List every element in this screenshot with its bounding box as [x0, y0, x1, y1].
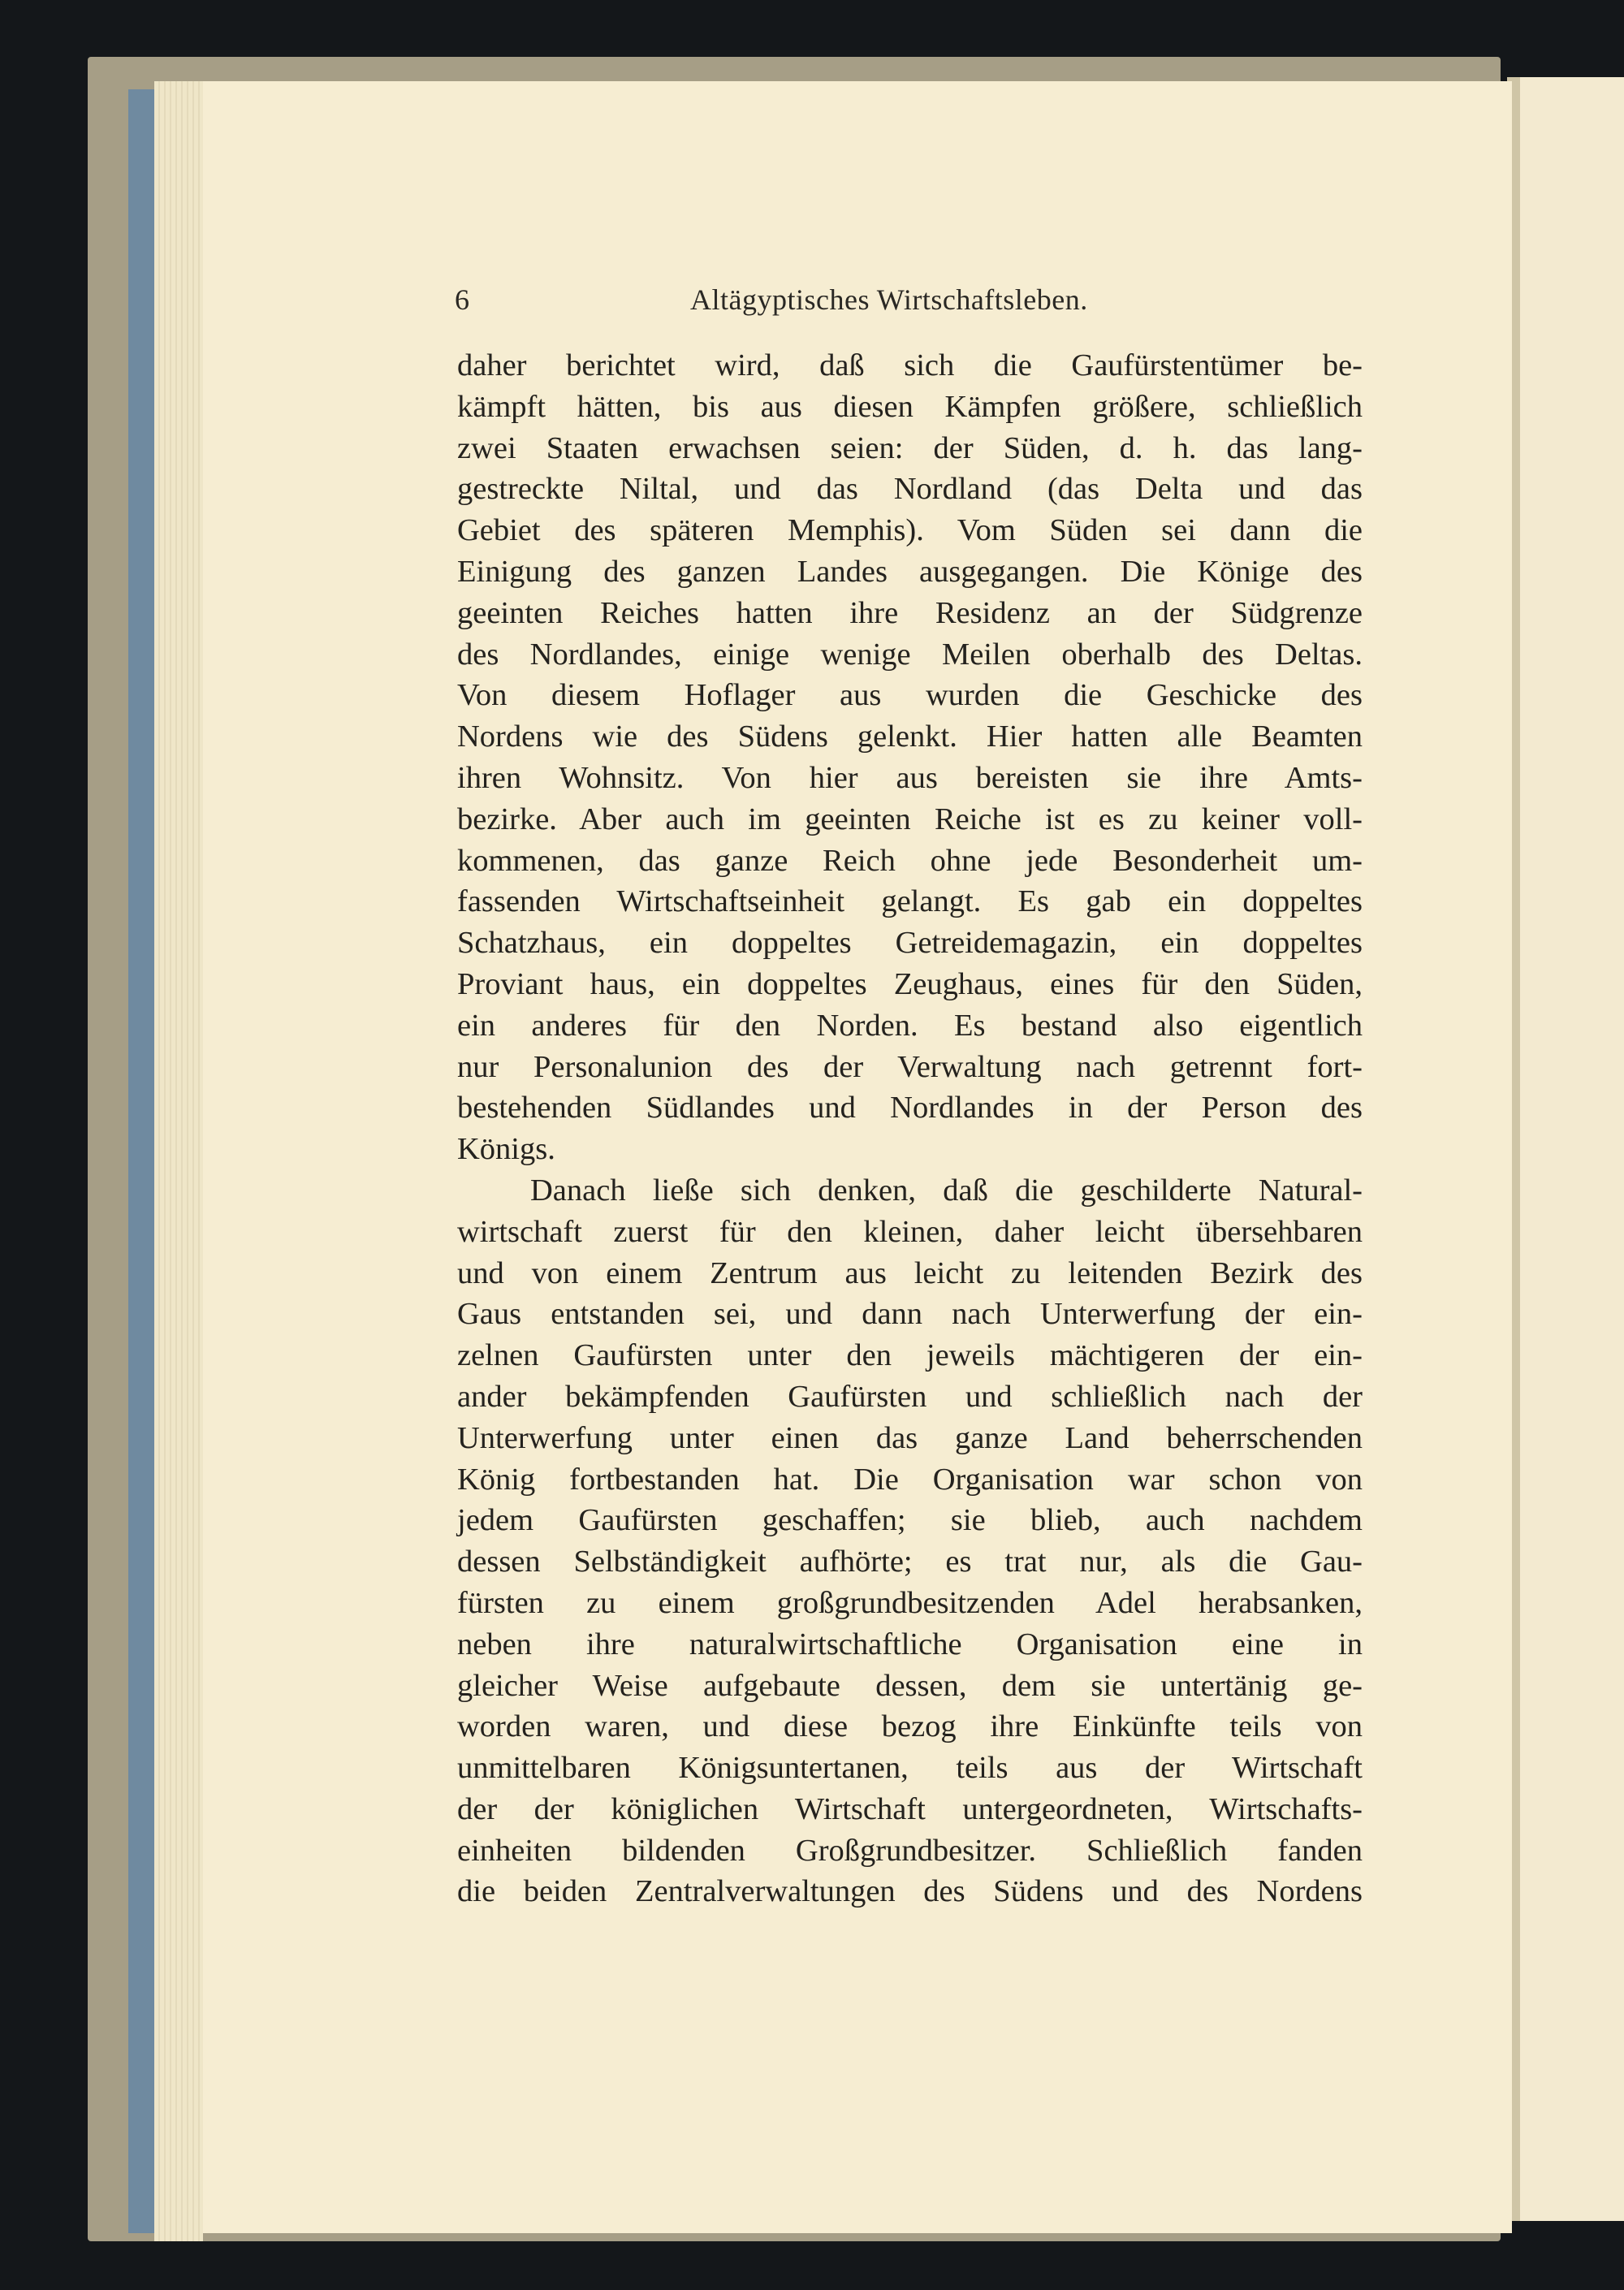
- text-line: der der königlichen Wirtschaft untergeordneten, Wirtschafts-: [457, 1791, 1363, 1826]
- text-line: Königs.: [457, 1132, 555, 1167]
- text-line: Gaus entstanden sei, und dann nach Unterwerfung der ein-: [457, 1297, 1363, 1332]
- text-line: kommenen, das ganze Reich ohne jede Besonderheit um-: [457, 843, 1363, 878]
- body-text: [457, 345, 1363, 1912]
- text-line: Nordens wie des Südens gelenkt. Hier hatten alle Beamten: [457, 719, 1363, 754]
- text-line: bezirke. Aber auch im geeinten Reiche ist es zu keiner voll-: [457, 802, 1363, 836]
- text-line: nur Personalunion des der Verwaltung nach getrennt fort-: [457, 1049, 1363, 1084]
- text-line: Unterwerfung unter einen das ganze Land beherrschenden: [457, 1420, 1363, 1455]
- text-line: dessen Selbständigkeit aufhörte; es trat nur, als die Gau-: [457, 1545, 1363, 1579]
- text-line: jedem Gaufürsten geschaffen; sie blieb, auch nachdem: [457, 1503, 1363, 1538]
- text-line: ein anderes für den Norden. Es bestand also eigentlich: [457, 1008, 1363, 1043]
- text-line: gleicher Weise aufgebaute dessen, dem sie untertänig ge-: [457, 1668, 1363, 1703]
- text-line: Danach ließe sich denken, daß die geschilderte Natural-: [530, 1173, 1363, 1208]
- text-line: geeinten Reiches hatten ihre Residenz an der Südgrenze: [457, 595, 1363, 630]
- text-line: bestehenden Südlandes und Nordlandes in der Person des: [457, 1091, 1363, 1126]
- text-line: Von diesem Hoflager aus wurden die Geschicke des: [457, 678, 1363, 713]
- text-line: daher berichtet wird, daß sich die Gaufürstentümer be-: [457, 348, 1363, 382]
- page-header: [455, 283, 1364, 323]
- text-line: ander bekämpfenden Gaufürsten und schließlich nach der: [457, 1379, 1363, 1414]
- text-line: zelnen Gaufürsten unter den jeweils mächtigeren der ein-: [457, 1338, 1363, 1373]
- text-line: einheiten bildenden Großgrundbesitzer. Schließlich fanden: [457, 1833, 1363, 1868]
- running-title: Altägyptisches Wirtschaftsleben.: [690, 283, 1088, 316]
- text-line: des Nordlandes, einige wenige Meilen oberhalb des Deltas.: [457, 637, 1363, 672]
- text-line: Einigung des ganzen Landes ausgegangen. Die Könige des: [457, 554, 1363, 589]
- text-line: unmittelbaren Königsuntertanen, teils aus der Wirtschaft: [457, 1751, 1363, 1786]
- text-line: Proviant haus, ein doppeltes Zeughaus, eines für den Süden,: [457, 966, 1363, 1001]
- text-line: König fortbestanden hat. Die Organisation war schon von: [457, 1462, 1363, 1497]
- text-line: gestreckte Niltal, und das Nordland (das Delta und das: [457, 472, 1363, 507]
- facing-page: [1518, 77, 1624, 2221]
- text-line: die beiden Zentralverwaltungen des Südens und des Nordens: [457, 1874, 1363, 1909]
- text-line: Schatzhaus, ein doppeltes Getreidemagazin, ein doppeltes: [457, 926, 1363, 961]
- text-line: worden waren, und diese bezog ihre Einkünfte teils von: [457, 1709, 1363, 1744]
- page-number: 6: [455, 283, 469, 316]
- text-line: ihren Wohnsitz. Von hier aus bereisten sie ihre Amts-: [457, 760, 1363, 795]
- text-line: fassenden Wirtschaftseinheit gelangt. Es gab ein doppeltes: [457, 884, 1363, 919]
- text-line: fürsten zu einem großgrundbesitzenden Adel herabsanken,: [457, 1585, 1363, 1620]
- page-edges: [154, 81, 203, 2241]
- text-line: und von einem Zentrum aus leicht zu leitenden Bezirk des: [457, 1255, 1363, 1290]
- text-line: kämpft hätten, bis aus diesen Kämpfen größere, schließlich: [457, 389, 1363, 424]
- text-line: wirtschaft zuerst für den kleinen, daher leicht übersehbaren: [457, 1214, 1363, 1249]
- text-line: Gebiet des späteren Memphis). Vom Süden sei dann die: [457, 513, 1363, 548]
- text-line: zwei Staaten erwachsen seien: der Süden, d. h. das lang-: [457, 430, 1363, 465]
- text-line: neben ihre naturalwirtschaftliche Organisation eine in: [457, 1627, 1363, 1661]
